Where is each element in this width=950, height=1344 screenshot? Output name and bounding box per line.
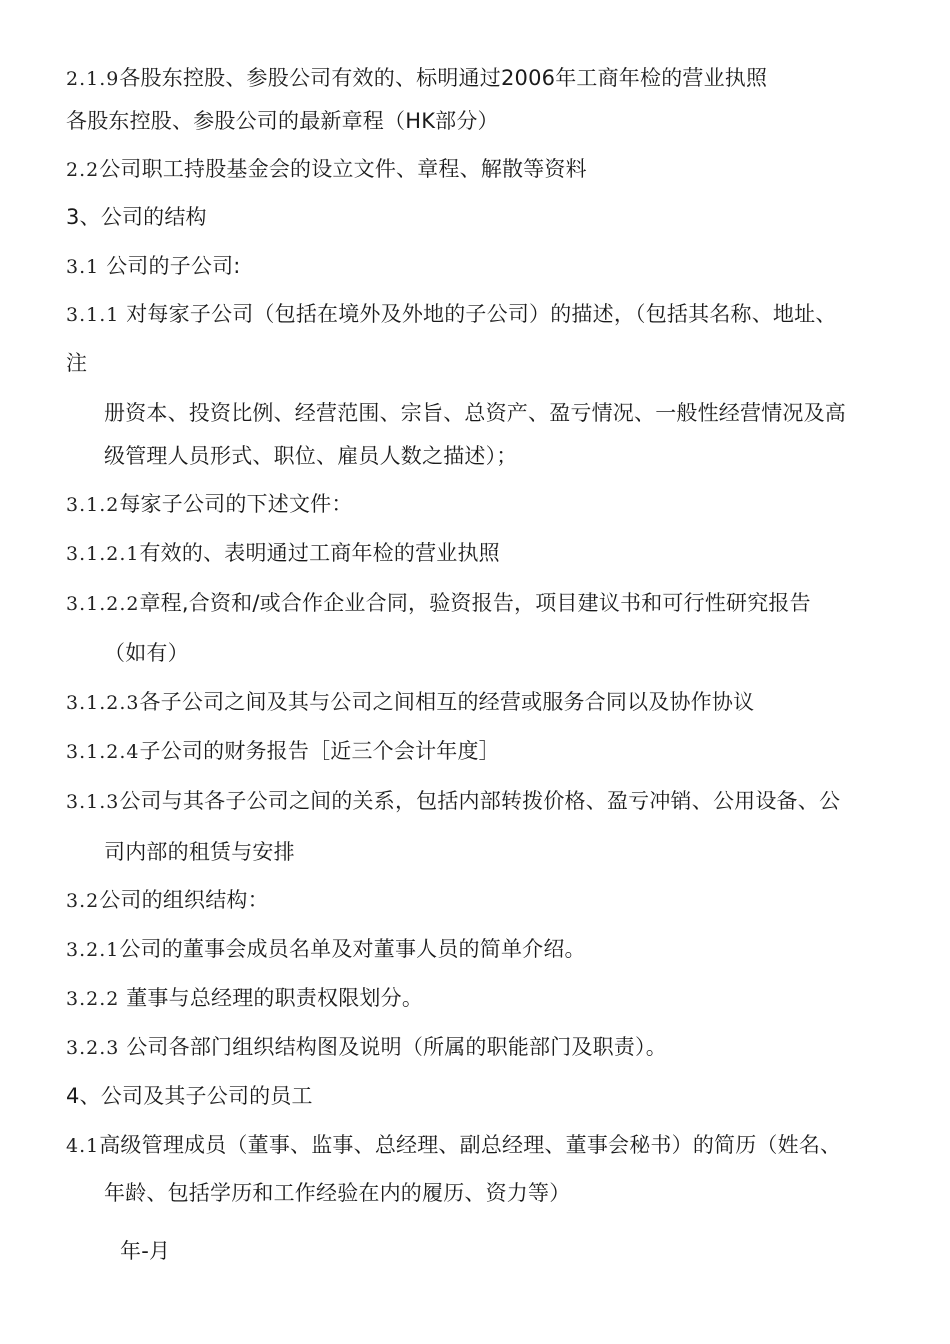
- section-number: 3.1.3: [66, 791, 120, 813]
- line-text: 公司的子公司:: [99, 254, 241, 278]
- section-number: 3.1.2: [66, 494, 120, 516]
- line-text: 董事与总经理的职责权限划分。: [119, 986, 424, 1010]
- section-number: 3.1.2.2: [66, 593, 140, 615]
- section-number: 3.2.3: [66, 1037, 120, 1059]
- line-3-1-2: [66, 490, 353, 519]
- line-text: 公司的组织结构：: [99, 888, 269, 912]
- heading-3: [66, 203, 207, 231]
- line-3-1-2-2: [66, 589, 811, 618]
- section-number: 3.1.1: [66, 304, 120, 326]
- line-text: 各子公司之间及其与公司之间相互的经营或服务合同以及协作协议: [139, 690, 755, 714]
- line-text: 公司职工持股基金会的设立文件、章程、解散等资料: [99, 157, 587, 181]
- line-3-1-3-cont: [104, 838, 295, 866]
- section-number: 3.1.2.4: [66, 741, 140, 763]
- line-hk-articles: [66, 107, 499, 135]
- line-3-2-3: [66, 1033, 667, 1062]
- line-3-1-2-3: [66, 688, 754, 717]
- section-number: 4.1: [66, 1135, 100, 1157]
- line-3-1-2-4: [66, 737, 500, 766]
- line-text: 注: [66, 351, 88, 375]
- line-text: 司内部的租赁与安排: [104, 840, 295, 864]
- line-text: 3、公司的结构: [66, 205, 207, 229]
- line-3-1-3: [66, 787, 840, 816]
- line-text: 4、公司及其子公司的员工: [66, 1084, 313, 1108]
- line-text: 公司各部门组织结构图及说明（所属的职能部门及职责）。: [119, 1035, 667, 1059]
- section-number: 2.2: [66, 159, 100, 181]
- line-text: 各股东控股、参股公司有效的、标明通过2006年工商年检的营业执照: [119, 66, 768, 90]
- line-4-1: [66, 1131, 841, 1160]
- line-3-1: [66, 252, 241, 281]
- line-year-month: [120, 1237, 170, 1265]
- line-3-1-1-cont-2: [104, 442, 518, 470]
- line-2-2: [66, 155, 587, 184]
- section-number: 2.1.9: [66, 68, 120, 90]
- line-text: 有效的、表明通过工商年检的营业执照: [139, 541, 500, 565]
- line-3-1-1: [66, 300, 837, 329]
- line-text: 子公司的财务报告［近三个会计年度］: [139, 739, 500, 763]
- line-text: （如有）: [104, 641, 189, 665]
- line-text: 章程,合资和/或合作企业合同，验资报告，项目建议书和可行性研究报告: [139, 591, 811, 615]
- line-text: 年-月: [120, 1239, 171, 1263]
- line-3-2-2: [66, 984, 423, 1013]
- line-4-1-cont: [104, 1179, 570, 1207]
- line-3-1-1-cont-1: [104, 399, 846, 427]
- line-3-1-2-1: [66, 539, 500, 568]
- line-text: 公司与其各子公司之间的关系，包括内部转拨价格、盈亏冲销、公用设备、公: [119, 789, 841, 813]
- line-text: 高级管理成员（董事、监事、总经理、副总经理、董事会秘书）的简历（姓名、: [99, 1133, 842, 1157]
- section-number: 3.1.2.3: [66, 692, 140, 714]
- line-3-1-2-2-cont: [104, 639, 189, 667]
- line-2-1-9: [66, 64, 767, 93]
- line-text: 对每家子公司（包括在境外及外地的子公司）的描述，（包括其名称、地址、: [119, 302, 837, 326]
- line-text: 年龄、包括学历和工作经验在内的履历、资力等）: [104, 1181, 571, 1205]
- line-text: 各股东控股、参股公司的最新章程（HK部分）: [66, 109, 499, 133]
- section-number: 3.1.2.1: [66, 543, 140, 565]
- line-text: 每家子公司的下述文件：: [119, 492, 353, 516]
- heading-4: [66, 1082, 313, 1110]
- section-number: 3.1: [66, 256, 100, 278]
- section-number: 3.2.1: [66, 939, 120, 961]
- section-number: 3.2: [66, 890, 100, 912]
- section-number: 3.2.2: [66, 988, 120, 1010]
- line-text: 册资本、投资比例、经营范围、宗旨、总资产、盈亏情况、一般性经营情况及高: [104, 401, 846, 425]
- line-3-2: [66, 886, 269, 915]
- line-text: 级管理人员形式、职位、雇员人数之描述）；: [104, 444, 518, 468]
- line-3-2-1: [66, 935, 586, 964]
- line-text: 公司的董事会成员名单及对董事人员的简单介绍。: [119, 937, 586, 961]
- line-3-1-1-wrap: [66, 349, 87, 377]
